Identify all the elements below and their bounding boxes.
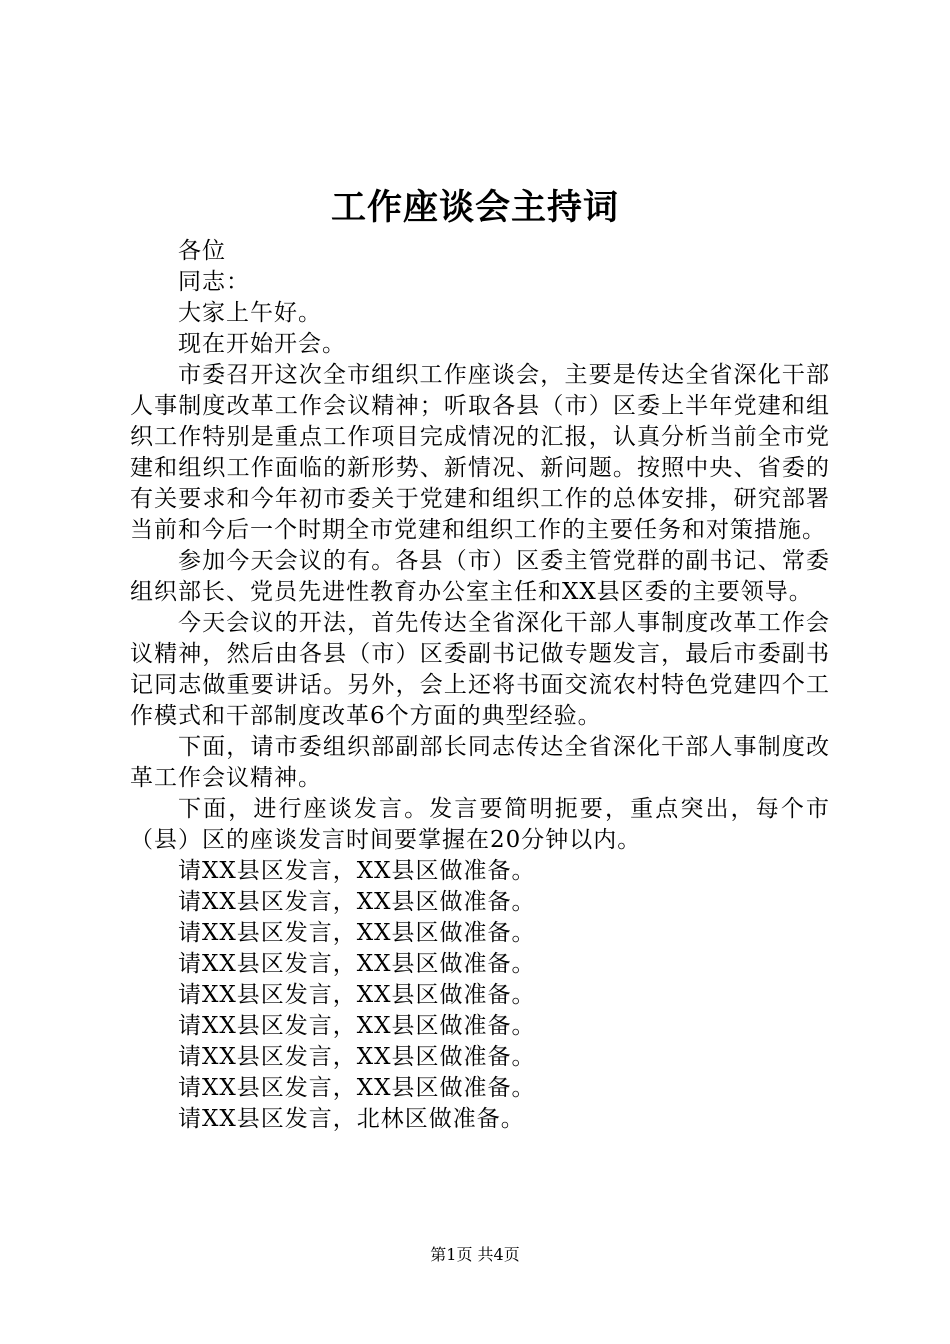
speaker-line: 请XX县区发言，北林区做准备。 bbox=[178, 1106, 525, 1132]
paragraph-greeting-3: 大家上午好。 bbox=[178, 300, 322, 326]
document-title: 工作座谈会主持词 bbox=[330, 187, 619, 228]
document-body bbox=[130, 236, 830, 1135]
speaker-line: 请XX县区发言，XX县区做准备。 bbox=[178, 920, 536, 946]
paragraph-relay: 下面，请市委组织部副部长同志传达全省深化干部人事制度改革工作会议精神。 bbox=[130, 734, 830, 791]
speaker-line: 请XX县区发言，XX县区做准备。 bbox=[178, 858, 536, 884]
speaker-line: 请XX县区发言，XX县区做准备。 bbox=[178, 1044, 536, 1070]
paragraph-agenda: 今天会议的开法，首先传达全省深化干部人事制度改革工作会议精神，然后由各县（市）区委副书记做专题发言，最后市委副书记同志做重要讲话。另外，会上还将书面交流农村特色党建四个工作模式和干部制度改革6个方面的典型经验。 bbox=[130, 610, 830, 729]
page-footer: 第1页 共4页 bbox=[430, 1245, 520, 1264]
speaker-line: 请XX县区发言，XX县区做准备。 bbox=[178, 1013, 536, 1039]
paragraph-greeting-2: 同志： bbox=[178, 269, 250, 295]
speaker-line: 请XX县区发言，XX县区做准备。 bbox=[178, 889, 536, 915]
speaker-line: 请XX县区发言，XX县区做准备。 bbox=[178, 1075, 536, 1101]
paragraph-purpose: 市委召开这次全市组织工作座谈会，主要是传达全省深化干部人事制度改革工作会议精神；听取各县（市）区委上半年党建和组织工作特别是重点工作项目完成情况的汇报，认真分析当前全市党建和组织工作面临的新形势、新情况、新问题。按照中央、省委的有关要求和今年初市委关于党建和组织工作的总体安排，研究部署当前和今后一个时期全市党建和组织工作的主要任务和对策措施。 bbox=[130, 362, 830, 543]
paragraph-attendees: 参加今天会议的有。各县（市）区委主管党群的副书记、常委组织部长、党员先进性教育办公室主任和XX县区委的主要领导。 bbox=[130, 548, 830, 605]
paragraph-opening: 现在开始开会。 bbox=[178, 331, 346, 357]
speaker-line: 请XX县区发言，XX县区做准备。 bbox=[178, 982, 536, 1008]
paragraph-greeting-1: 各位 bbox=[178, 238, 226, 264]
speaker-line: 请XX县区发言，XX县区做准备。 bbox=[178, 951, 536, 977]
paragraph-discussion: 下面，进行座谈发言。发言要简明扼要，重点突出，每个市（县）区的座谈发言时间要掌握在20分钟以内。 bbox=[130, 796, 830, 853]
